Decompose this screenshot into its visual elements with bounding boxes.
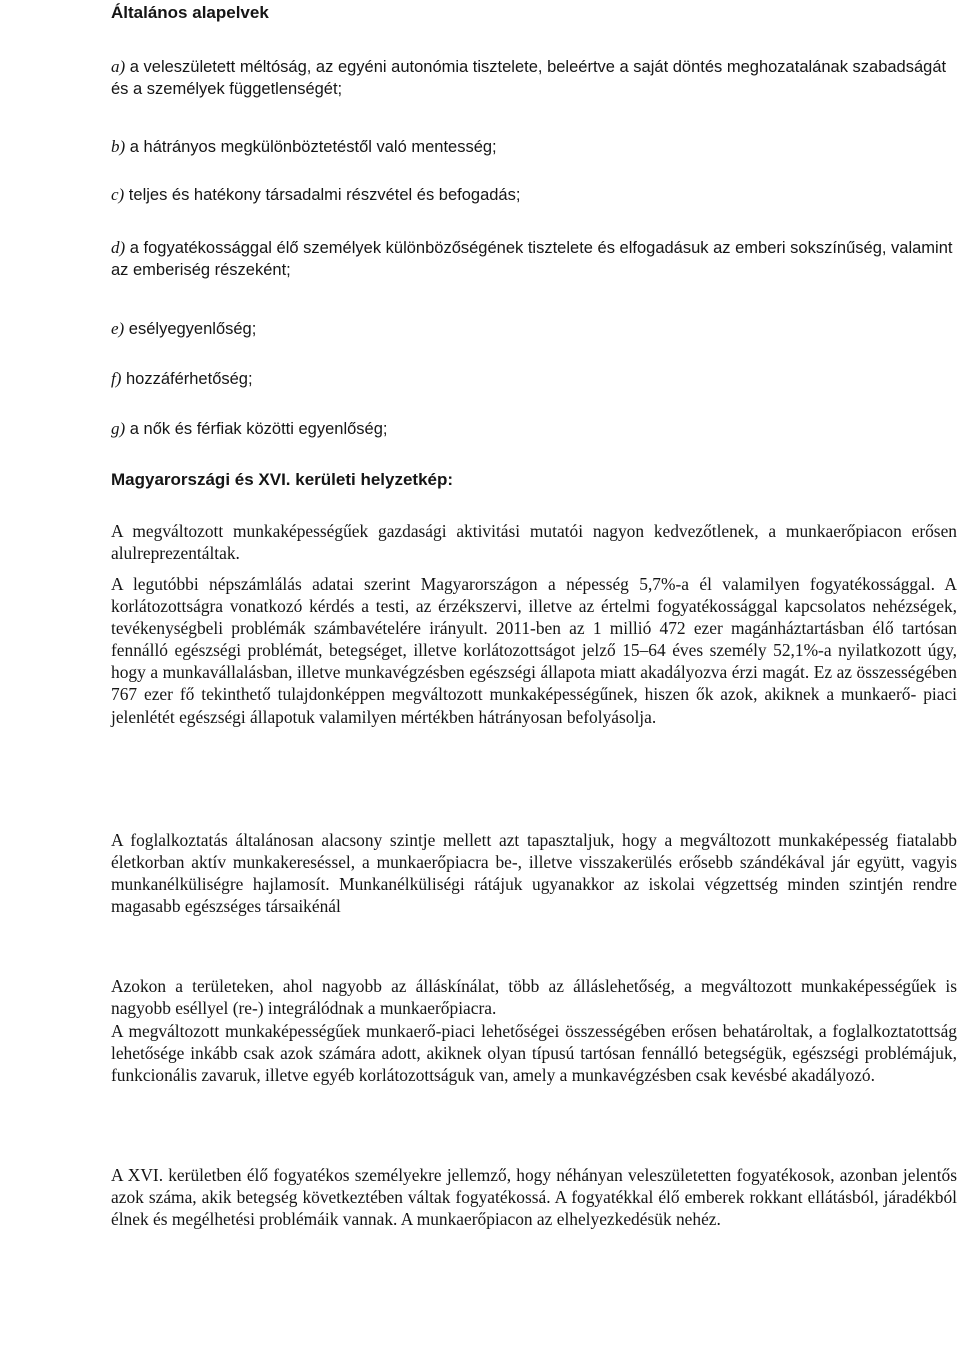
principle-item-c <box>111 184 957 206</box>
item-text: teljes és hatékony társadalmi részvétel és befogadás; <box>124 186 521 204</box>
principles-heading: Általános alapelvek <box>111 3 269 22</box>
situation-paragraph: A foglalkoztatás általánosan alacsony szintje mellett azt tapasztaljuk, hogy a megváltozott munkaképesség fiatalabb életkorban aktív munkakereséssel, a munkaerőpiacra be-, illetve visszakerülés erősebb szándékával jár együtt, vagyis munkanélküliségre hajlamosít. Munkanélküliségi rátájuk ugyanakkor az iskolai végzettség minden szintjén rendre magasabb egészséges társaikénál <box>111 830 957 917</box>
principle-item-g <box>111 418 957 440</box>
item-text: esélyegyenlőség; <box>124 320 257 338</box>
principle-item-e <box>111 318 957 340</box>
situation-paragraph: A megváltozott munkaképességűek gazdasági aktivitási mutatói nagyon kedvezőtlenek, a munkaerőpiacon erősen alulreprezentáltak. <box>111 521 957 564</box>
item-label: d) <box>111 238 126 257</box>
situation-paragraph: Azokon a területeken, ahol nagyobb az álláskínálat, több az álláslehetőség, a megváltozott munkaképességűek is nagyobb eséllyel (re-) integrálódnak a munkaerőpiacra. <box>111 976 957 1019</box>
item-label: f) <box>111 369 122 388</box>
item-text: a hátrányos megkülönböztetéstől való mentesség; <box>125 138 497 156</box>
item-label: e) <box>111 319 125 338</box>
item-label: g) <box>111 419 126 438</box>
principle-item-a <box>111 56 957 100</box>
situation-paragraph: A legutóbbi népszámlálás adatai szerint Magyarországon a népesség 5,7%-a él valamilyen fogyatékossággal. A korlátozottságra vonatkozó kérdés a testi, az érzékszervi, illetve az értelmi fogyatékossággal kapcsolatos nehézségek, tevékenységbeli problémák számbavételére irányult. 2011-ben az 1 millió 472 ezer magánháztartásban élő tartósan fennálló egészségi problémát, betegséget, illetve korlátozottságot jelző 15–64 éves személy 52,1%-a nyilatkozott úgy, hogy a munkavállalásban, illetve munkavégzésben egészségi állapota miatt akadályozva érzi magát. Ez az összességében 767 ezer fő tekinthető tulajdonképpen megváltozott munkaképességűnek, hiszen ők azok, akiknek a munkaerő- piaci jelenlétét egészségi állapotuk valamilyen mértékben hátrányosan befolyásolja. <box>111 574 957 727</box>
situation-paragraph: A megváltozott munkaképességűek munkaerő-piaci lehetőségei összességében erősen behatároltak, a foglalkoztatottság lehetősége inkább csak azok számára adott, akiknek olyan típusú tartósan fennálló betegségük, egészségi problémájuk, funkcionális zavaruk, illetve egyéb korlátozottságuk van, amely a munkavégzésben csak kevésbé akadályozó. <box>111 1021 957 1086</box>
item-text: a nők és férfiak közötti egyenlőség; <box>125 420 388 438</box>
item-label: a) <box>111 57 126 76</box>
item-text: a veleszületett méltóság, az egyéni autonómia tisztelete, beleértve a saját döntés meghozatalának szabadságát és a személyek függetlenségét; <box>111 58 947 98</box>
item-label: c) <box>111 185 125 204</box>
item-text: hozzáférhetőség; <box>121 370 253 388</box>
principle-item-d <box>111 237 957 281</box>
item-text: a fogyatékossággal élő személyek különbözőségének tisztelete és elfogadásuk az emberi sokszínűség, valamint az emberiség részeként; <box>111 239 953 279</box>
situation-paragraph: A XVI. kerületben élő fogyatékos személyekre jellemző, hogy néhányan veleszületetten fogyatékosok, azonban jelentős azok száma, akik betegség következtében váltak fogyatékossá. A fogyatékkal élő emberek rokkant ellátásból, járadékból élnek és megélhetési problémáik vannak. A munkaerőpiacon az elhelyezkedésük nehéz. <box>111 1165 957 1230</box>
principle-item-b <box>111 136 957 158</box>
principle-item-f <box>111 368 957 390</box>
situation-heading: Magyarországi és XVI. kerületi helyzetkép: <box>111 470 454 489</box>
item-label: b) <box>111 137 126 156</box>
